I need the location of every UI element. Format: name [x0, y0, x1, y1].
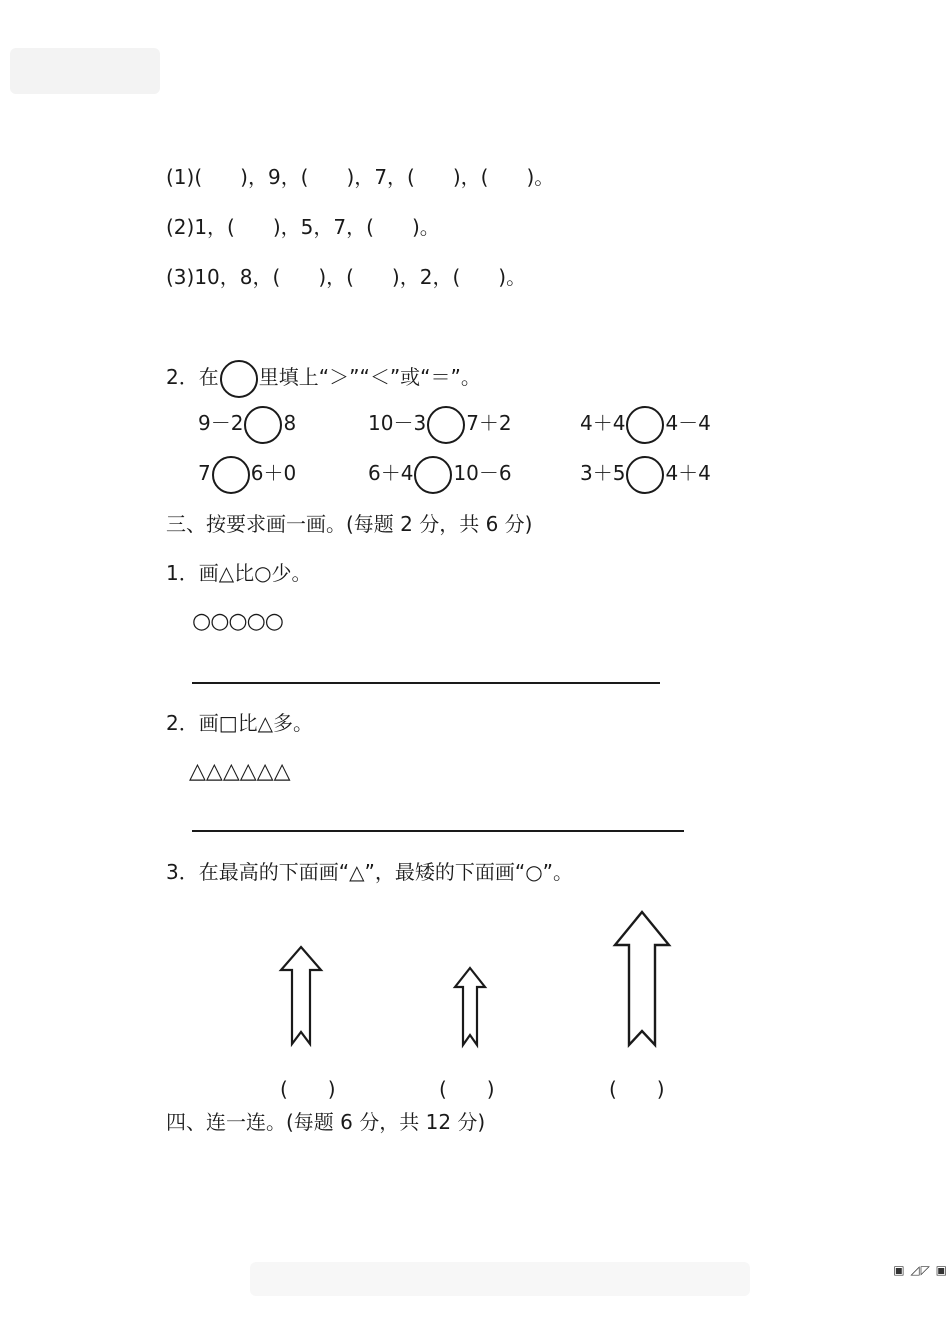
compare-circle[interactable]: [626, 456, 664, 494]
q2-num-5: 5: [300, 215, 314, 239]
compare-r2-c3: 3＋5 4＋4: [580, 454, 711, 494]
corner-mark: ▣ ◿◸ ▣: [893, 1263, 948, 1277]
section3-q2-title: 2．画□比△多。: [166, 711, 314, 735]
q3-label: (3)10，8，(: [166, 265, 281, 289]
section3-q3-title: 3．在最高的下面画“△”，最矮的下面画“○”。: [166, 860, 574, 884]
compare-r2-c1: 7 6＋0: [198, 454, 296, 494]
triangles-row: △△△△△△: [189, 759, 291, 784]
compare-r1-c2: 10－3 7＋2: [368, 404, 512, 444]
section3-q1-title: 1．画△比○少。: [166, 561, 312, 585]
faded-header-mark: [10, 48, 160, 94]
answer-line-2[interactable]: [192, 830, 684, 832]
sequence-q2: (2)1，( )，5，7，( )。: [166, 215, 440, 239]
q1-label: (1)(: [166, 165, 203, 189]
section4-heading: 四、连一连。(每题 6 分，共 12 分): [166, 1110, 486, 1134]
q2-label: (2)1，(: [166, 215, 235, 239]
q3-end: )。: [498, 265, 527, 289]
compare-circle[interactable]: [414, 456, 452, 494]
section3-heading: 三、按要求画一画。(每题 2 分，共 6 分): [166, 512, 533, 536]
sequence-q1: (1)( )，9，( )，7，( )，( )。: [166, 165, 555, 189]
answer-paren-3[interactable]: ( ): [609, 1077, 665, 1101]
compare-r1-c1: 9－2 8: [198, 404, 296, 444]
q2-end: )。: [411, 215, 440, 239]
q2-num-7: 7: [333, 215, 347, 239]
q1-end: )。: [526, 165, 555, 189]
q1-num-9: 9: [267, 165, 281, 189]
compare-title: 2．在 里填上“＞”“＜”或“＝”。: [166, 358, 481, 398]
compare-circle[interactable]: [244, 406, 282, 444]
compare-circle[interactable]: [427, 406, 465, 444]
compare-r1-c3: 4＋4 4－4: [580, 404, 711, 444]
compare-circle[interactable]: [626, 406, 664, 444]
arrow-up-icon: [452, 965, 488, 1049]
faded-footer-band: [250, 1262, 750, 1296]
q3-num-2: 2: [419, 265, 433, 289]
compare-r2-c2: 6＋4 10－6: [368, 454, 512, 494]
arrow-up-icon: [612, 909, 672, 1049]
sequence-q3: (3)10，8，( )，( )，2，( )。: [166, 265, 527, 289]
compare-circle[interactable]: [212, 456, 250, 494]
circles-row: ○○○○○: [192, 609, 283, 634]
answer-line-1[interactable]: [192, 682, 660, 684]
arrow-up-icon: [278, 944, 324, 1048]
q1-num-7: 7: [374, 165, 388, 189]
answer-circle-icon: [220, 360, 258, 398]
answer-paren-2[interactable]: ( ): [439, 1077, 495, 1101]
answer-paren-1[interactable]: ( ): [280, 1077, 336, 1101]
